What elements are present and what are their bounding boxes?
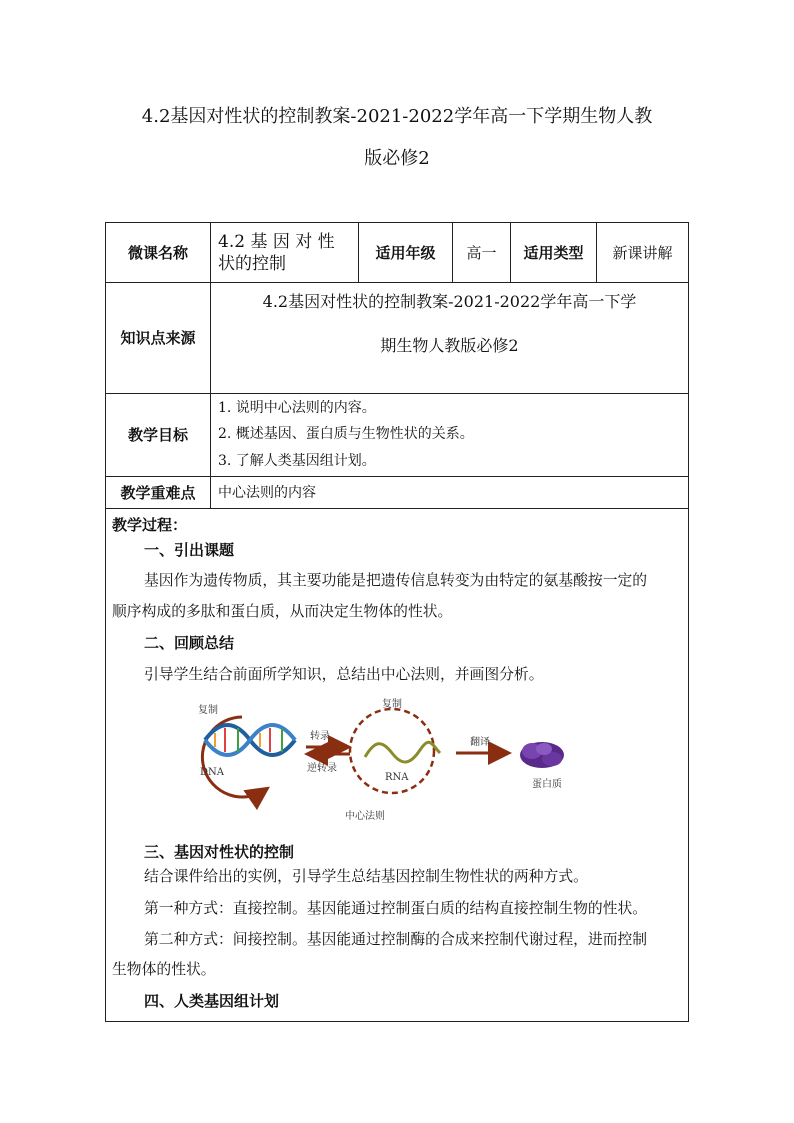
rna-strand-icon (365, 742, 440, 762)
label-translate: 翻译 (470, 737, 490, 748)
grade-value: 高一 (466, 243, 497, 262)
section4-heading: 四、人类基因组计划 (144, 992, 280, 1010)
label-objectives: 教学目标 (127, 426, 188, 444)
objective-item: 1. 说明中心法则的内容。 (218, 400, 376, 416)
label-replicate-left: 复制 (198, 705, 218, 716)
replication-loop-dna (202, 717, 265, 797)
process-heading: 教学过程： (112, 516, 188, 534)
knowledge-source-line2: 期生物人教版必修2 (380, 336, 519, 355)
diagram-caption: 中心法则 (345, 811, 385, 822)
section2-heading: 二、回顾总结 (144, 634, 235, 652)
label-type: 适用类型 (523, 243, 584, 262)
label-rna: RNA (385, 772, 409, 783)
dna-helix-icon (205, 725, 295, 755)
section1-line2: 顺序构成的多肽和蛋白质，从而决定生物体的性状。 (112, 603, 453, 620)
objective-item: 3. 了解人类基因组计划。 (218, 453, 376, 469)
section3-line2: 第一种方式：直接控制。基因能通过控制蛋白质的结构直接控制生物的性状。 (144, 900, 648, 917)
doc-title-line1: 4.2基因对性状的控制教案-2021-2022学年高一下学期生物人教 (141, 106, 653, 127)
knowledge-source-line1: 4.2基因对性状的控制教案-2021-2022学年高一下学 (262, 292, 637, 311)
label-dna: DNA (200, 767, 224, 778)
section1-line1: 基因作为遗传物质，其主要功能是把遗传信息转变为由特定的氨基酸按一定的 (144, 572, 648, 589)
central-dogma-diagram (160, 695, 590, 825)
section3-heading: 三、基因对性状的控制 (144, 843, 295, 861)
type-value: 新课讲解 (612, 243, 673, 262)
section1-heading: 一、引出课题 (144, 541, 235, 559)
section3-line4: 生物体的性状。 (112, 961, 216, 978)
label-protein: 蛋白质 (532, 779, 562, 790)
label-knowledge-source: 知识点来源 (120, 329, 196, 347)
key-points-value: 中心法则的内容 (218, 484, 316, 501)
label-replicate-right: 复制 (382, 699, 402, 710)
course-name-line2: 状的控制 (218, 254, 286, 274)
section3-line3: 第二种方式：间接控制。基因能通过控制酶的合成来控制代谢过程，进而控制 (144, 931, 648, 948)
section2-line1: 引导学生结合前面所学知识，总结出中心法则，并画图分析。 (144, 666, 544, 683)
label-course-name: 微课名称 (127, 243, 188, 262)
label-transcribe: 转录 (310, 731, 330, 742)
objective-item: 2. 概述基因、蛋白质与生物性状的关系。 (218, 426, 474, 442)
section3-line1: 结合课件给出的实例，引导学生总结基因控制生物性状的两种方式。 (144, 868, 588, 885)
label-grade: 适用年级 (375, 243, 436, 262)
course-name-line1: 4.2 基 因 对 性 (218, 232, 335, 252)
protein-icon (520, 742, 564, 768)
course-name (218, 225, 358, 281)
label-key-points: 教学重难点 (120, 483, 196, 502)
doc-title-line2: 版必修2 (364, 148, 430, 169)
label-reverse-transcribe: 逆转录 (307, 763, 337, 774)
